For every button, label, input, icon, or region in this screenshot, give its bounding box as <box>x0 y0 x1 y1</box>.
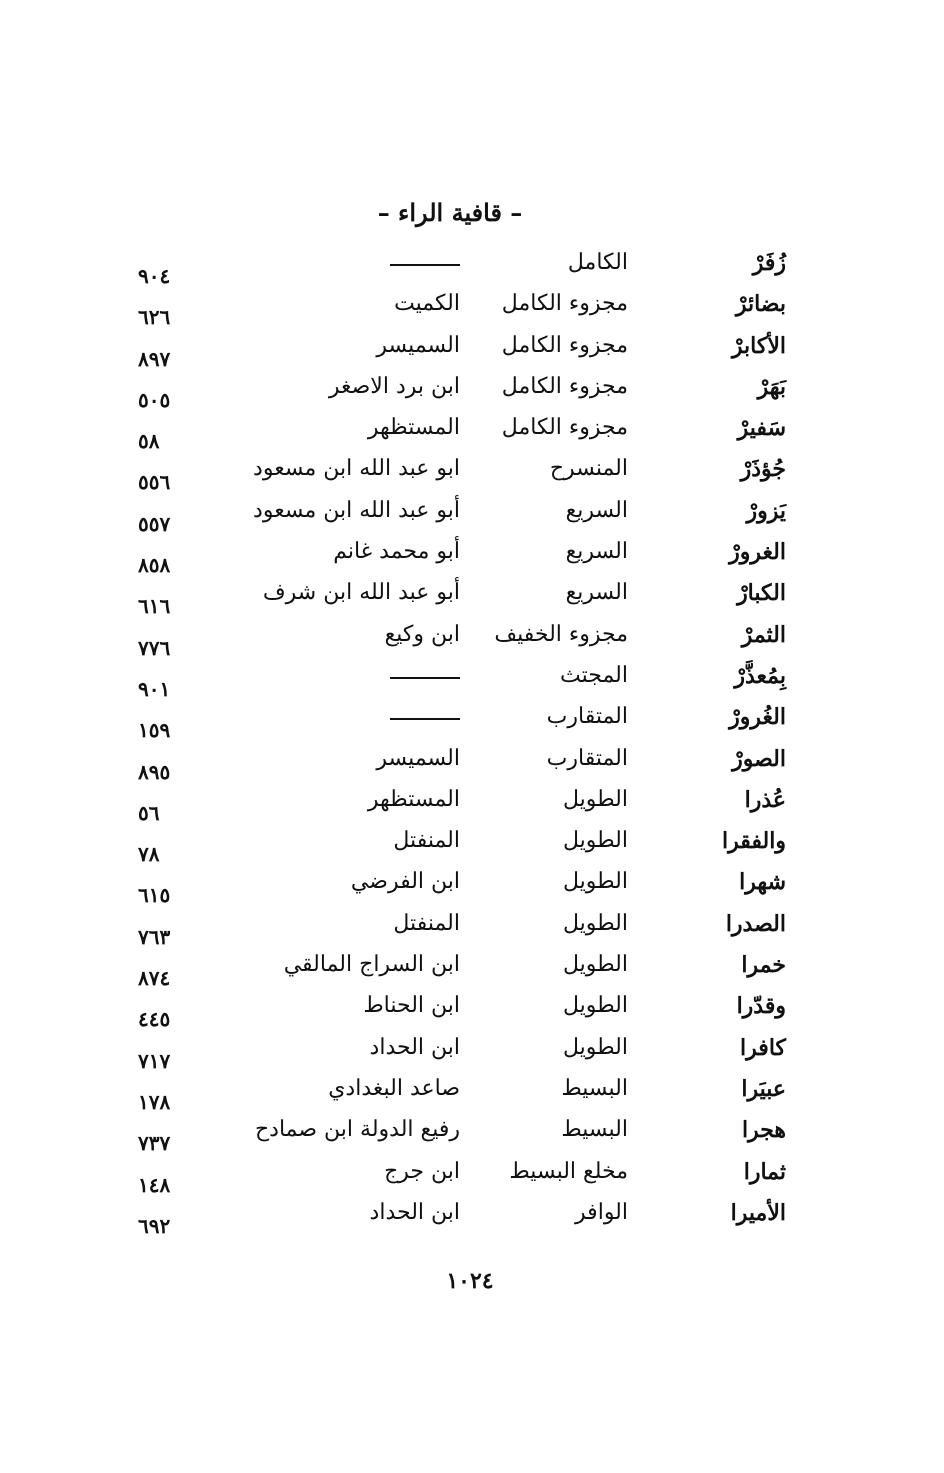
page-reference: ٧٨ <box>138 842 160 867</box>
poet-name: المستظهر <box>367 415 460 441</box>
poet-name: ابو عبد الله ابن مسعود <box>253 456 460 482</box>
rhyme-word: الكبارْ <box>737 580 786 607</box>
page-reference: ٧٣٧ <box>138 1131 171 1156</box>
table-row <box>0 991 944 1032</box>
table-row <box>0 620 944 661</box>
table-row <box>0 744 944 785</box>
table-row <box>0 661 944 702</box>
poet-name <box>390 250 460 275</box>
rhyme-word: ثمارا <box>743 1158 786 1185</box>
page-reference: ٧١٧ <box>138 1048 171 1073</box>
table-row <box>0 909 944 950</box>
table-row <box>0 826 944 867</box>
poet-name: ابن جرج <box>384 1158 460 1184</box>
meter-name: المجتث <box>560 662 628 688</box>
rhyme-word: زُفَرْ <box>752 250 786 276</box>
page-reference: ٨٩٥ <box>138 759 171 784</box>
rhyme-index-table <box>0 248 944 1239</box>
meter-name: البسيط <box>561 1117 628 1143</box>
table-row <box>0 1033 944 1074</box>
page-reference: ٦١٥ <box>138 883 171 908</box>
page-reference: ٧٦٣ <box>138 924 171 949</box>
page-reference: ٦١٦ <box>138 594 171 619</box>
table-row <box>0 578 944 619</box>
page-reference: ٥٨ <box>138 429 160 454</box>
page-reference: ٩٠٤ <box>138 264 171 288</box>
poet-name: السميسر <box>376 745 460 771</box>
poet-name: ابن الحداد <box>369 1199 460 1225</box>
table-row <box>0 289 944 330</box>
meter-name: الطويل <box>562 952 628 978</box>
poet-name: المنفتل <box>393 828 460 854</box>
page-reference: ١٥٩ <box>138 718 171 743</box>
poet-name: ابن برد الاصغر <box>328 373 460 399</box>
page-reference: ٥٠٥ <box>138 387 171 412</box>
table-row <box>0 785 944 826</box>
page-number: ١٠٢٤ <box>446 1268 494 1294</box>
meter-name: الوافر <box>575 1199 628 1225</box>
page-reference: ٨٧٤ <box>138 966 171 991</box>
rhyme-word: بَهَرْ <box>757 373 786 400</box>
poet-name: ابن الحداد <box>369 1034 460 1060</box>
page-reference: ٥٥٧ <box>138 511 171 536</box>
poet-name <box>390 704 460 729</box>
meter-name: الطويل <box>562 910 628 936</box>
page-reference: ٤٤٥ <box>138 1007 171 1032</box>
meter-name: مخلع البسيط <box>509 1158 628 1184</box>
meter-name: السريع <box>565 539 628 565</box>
rhyme-word: عبيَرا <box>741 1075 786 1102</box>
table-row <box>0 454 944 495</box>
rhyme-word: الأميرا <box>730 1199 786 1226</box>
table-row <box>0 372 944 413</box>
unknown-poet-dash <box>390 264 460 266</box>
section-title: – قافية الراء – <box>377 198 523 227</box>
meter-name: المتقارب <box>546 704 628 730</box>
table-row <box>0 702 944 743</box>
table-row <box>0 331 944 372</box>
meter-name: السريع <box>565 580 628 606</box>
unknown-poet-dash <box>390 677 460 679</box>
table-row <box>0 1115 944 1156</box>
rhyme-word: الصورْ <box>732 745 786 772</box>
poet-name: أبو عبد الله ابن شرف <box>262 580 460 606</box>
rhyme-word: وقدّرا <box>736 993 786 1020</box>
poet-name <box>390 663 460 688</box>
poet-name: ابن السراج المالقي <box>283 952 460 978</box>
poet-name: ابن الفرضي <box>350 869 460 895</box>
poet-name: صاعد البغدادي <box>328 1075 460 1101</box>
meter-name: الطويل <box>562 993 628 1019</box>
poet-name: الكميت <box>394 291 460 317</box>
meter-name: الطويل <box>562 1034 628 1060</box>
page-reference: ٨٥٨ <box>138 553 171 578</box>
page-reference: ٦٩٢ <box>138 1213 171 1238</box>
poet-name: السميسر <box>376 332 460 358</box>
page-reference: ١٤٨ <box>138 1172 171 1197</box>
meter-name: الطويل <box>562 828 628 854</box>
meter-name: مجزوء الكامل <box>501 415 628 441</box>
page-reference: ٥٦ <box>138 800 160 825</box>
rhyme-word: والفقرا <box>722 828 786 855</box>
rhyme-word: الغُرورْ <box>729 704 786 731</box>
meter-name: السريع <box>565 497 628 523</box>
rhyme-word: جُؤذَرْ <box>740 456 786 483</box>
meter-name: المتقارب <box>546 745 628 771</box>
meter-name: مجزوء الكامل <box>501 291 628 317</box>
meter-name: مجزوء الكامل <box>501 332 628 358</box>
table-row <box>0 537 944 578</box>
poet-name: المستظهر <box>367 786 460 812</box>
page-reference: ١٧٨ <box>138 1089 171 1114</box>
rhyme-word: عُذرا <box>744 786 786 813</box>
page-reference: ٩٠١ <box>138 676 171 701</box>
meter-name: الطويل <box>562 869 628 895</box>
table-row <box>0 950 944 991</box>
page-reference: ٥٥٦ <box>138 470 171 495</box>
rhyme-word: الغرورْ <box>729 539 786 566</box>
poet-name: أبو محمد غانم <box>333 539 460 565</box>
rhyme-word: الأكابرْ <box>731 332 786 359</box>
table-row <box>0 413 944 454</box>
poet-name: ابن وكيع <box>384 621 460 647</box>
meter-name: مجزوء الخفيف <box>494 621 628 647</box>
rhyme-word: بِمُعذَّرْ <box>734 662 786 689</box>
page-reference: ٧٧٦ <box>138 635 171 660</box>
page-reference: ٦٢٦ <box>138 305 171 330</box>
poet-name: أبو عبد الله ابن مسعود <box>253 497 460 523</box>
poet-name: رفيع الدولة ابن صمادح <box>254 1117 460 1143</box>
rhyme-word: يَزورْ <box>746 497 786 524</box>
rhyme-word: الثمرْ <box>741 621 786 648</box>
unknown-poet-dash <box>390 718 460 720</box>
rhyme-word: الصدرا <box>725 910 786 937</box>
meter-name: الكامل <box>567 250 628 275</box>
table-row <box>0 1074 944 1115</box>
table-row <box>0 248 944 289</box>
table-row <box>0 496 944 537</box>
rhyme-word: خمرا <box>741 952 786 979</box>
page-reference: ٨٩٧ <box>138 346 171 371</box>
meter-name: مجزوء الكامل <box>501 373 628 399</box>
table-row <box>0 867 944 908</box>
rhyme-word: سَفيرْ <box>737 415 786 442</box>
rhyme-word: بضائرْ <box>735 291 786 318</box>
meter-name: البسيط <box>561 1075 628 1101</box>
rhyme-word: هجرا <box>741 1117 786 1144</box>
table-row <box>0 1157 944 1198</box>
rhyme-word: شهرا <box>739 869 786 896</box>
rhyme-word: كافرا <box>740 1034 786 1061</box>
meter-name: الطويل <box>562 786 628 812</box>
table-row <box>0 1198 944 1239</box>
poet-name: ابن الحناط <box>363 993 460 1019</box>
poet-name: المنفتل <box>393 910 460 936</box>
meter-name: المنسرح <box>549 456 628 482</box>
